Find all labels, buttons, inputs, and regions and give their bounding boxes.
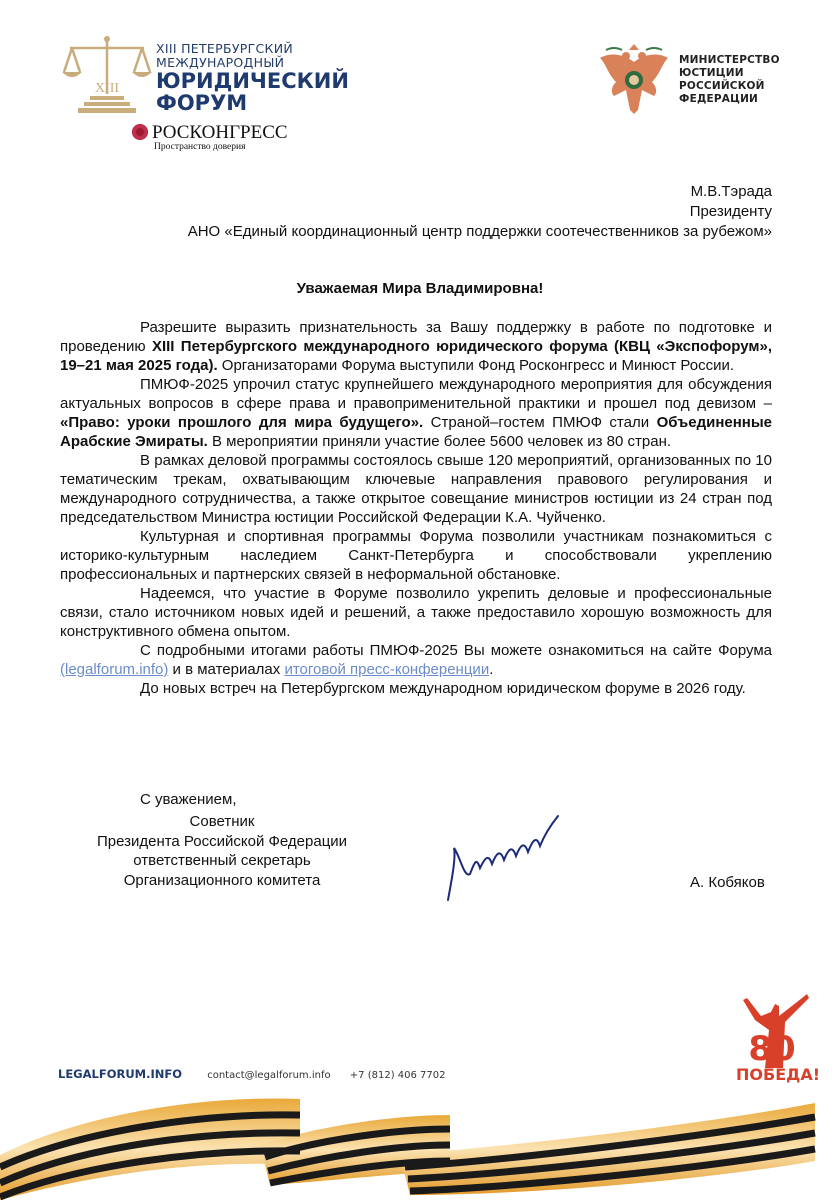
scales-of-justice-emblem: [62, 34, 152, 114]
salutation: Уважаемая Мира Владимировна!: [296, 280, 544, 297]
bold-text: «Право: уроки прошлого для мира будущего».: [60, 414, 424, 431]
footer-phone: +7 (812) 406 7702: [349, 1070, 446, 1081]
paragraph-text: Организаторами Форума выступили Фонд Росконгресс и Минюст России.: [217, 357, 735, 374]
addressee-name: М.В.Тэрада: [690, 183, 772, 200]
victory-number: 80: [748, 1029, 796, 1069]
footer-contacts: [58, 1067, 445, 1081]
letter-paragraph: [60, 584, 772, 641]
roscongress-logo: [132, 122, 288, 152]
letter-paragraph: [60, 318, 772, 375]
paragraph-text: и в материалах: [168, 661, 285, 678]
letter-paragraph: [60, 527, 772, 584]
forum-line-3: ЮРИДИЧЕСКИЙ: [156, 69, 349, 93]
letter-paragraph: [60, 451, 772, 527]
forum-logo-text: [156, 42, 349, 114]
ministry-line: РОССИЙСКОЙ: [679, 80, 765, 92]
roscongress-tagline: Пространство доверия: [154, 142, 246, 152]
signer-position: [82, 812, 362, 890]
letter-paragraph: [60, 679, 772, 698]
signer-name: А. Кобяков: [690, 874, 765, 891]
paragraph-text: В мероприятии приняли участие более 5600 человек из 80 стран.: [207, 433, 672, 450]
paragraph-text: Страной–гостем ПМЮФ стали: [423, 414, 657, 431]
forum-line-2: МЕЖДУНАРОДНЫЙ: [156, 55, 285, 70]
position-line: Организационного комитета: [123, 871, 321, 889]
inline-link[interactable]: итоговой пресс-конференции: [284, 661, 490, 678]
victory-word: ПОБЕДА!: [736, 1065, 821, 1084]
forum-line-1: XIII ПЕТЕРБУРГСКИЙ: [156, 41, 294, 56]
roscongress-flower-icon: [132, 124, 148, 140]
paragraph-text: Разрешите выразить признательность за Вашу поддержку в работе по подготовке и проведению: [60, 319, 772, 355]
svg-text:XIII: XIII: [94, 81, 120, 96]
bold-text: XIII Петербургского международного юридического форума (КВЦ «Экспофорум», 19–21 мая 2025 года).: [60, 338, 772, 374]
letter-paragraph: [60, 375, 772, 451]
paragraph-text: До новых встреч на Петербургском международном юридическом форуме в 2026 году.: [140, 680, 746, 697]
closing-regards: С уважением,: [140, 791, 237, 808]
roscongress-name: РОСКОНГРЕСС: [152, 122, 288, 143]
position-line: Советник: [189, 813, 255, 830]
forum-line-4: ФОРУМ: [156, 91, 248, 115]
letter-body: [60, 318, 772, 698]
letter-paragraph: [60, 641, 772, 679]
st-george-ribbon: [0, 1085, 840, 1200]
position-line: Президента Российской Федерации: [96, 832, 348, 850]
ministry-line: ФЕДЕРАЦИИ: [679, 93, 759, 105]
position-line: ответственный секретарь: [133, 852, 311, 869]
addressee-position: Президенту: [689, 203, 772, 220]
paragraph-text: Культурная и спортивная программы Форума позволили участникам познакомиться с историко-культурным наследием Санкт-Петербурга и способствовали укреплению профессиональных и партнерских связей в неформальной обстановке.: [60, 528, 772, 583]
double-headed-eagle-icon: [596, 44, 672, 116]
handwritten-signature: [440, 808, 580, 908]
addressee-block: [188, 182, 772, 242]
paragraph-text: В рамках деловой программы состоялось свыше 120 мероприятий, организованных по 10 тематическим трекам, охватывающим ключевые направления правового регулирования и международного сотрудничества, а также открытое совещание министров юстиции из 24 стран под председательством Министра юстиции Российской Федерации К.А. Чуйченко.: [60, 452, 772, 526]
ministry-line: ЮСТИЦИИ: [679, 67, 744, 79]
paragraph-text: ПМЮФ-2025 упрочил статус крупнейшего международного мероприятия для обсуждения актуальных вопросов в сфере права и правоприменительной практики и прошел под девизом –: [60, 376, 772, 412]
bold-text: Объединенные Арабские Эмираты.: [60, 414, 772, 450]
inline-link[interactable]: (legalforum.info): [60, 661, 169, 678]
ministry-logo-text: [679, 54, 780, 106]
victory-80-badge: [736, 1029, 821, 1084]
paragraph-text: .: [489, 661, 494, 678]
addressee-organization: АНО «Единый координационный центр поддержки соотечественников за рубежом»: [187, 223, 772, 240]
ministry-line: МИНИСТЕРСТВО: [679, 54, 780, 66]
footer-email-link[interactable]: contact@legalforum.info: [207, 1070, 331, 1081]
footer-website-link[interactable]: LEGALFORUM.INFO: [58, 1067, 183, 1081]
paragraph-text: Надеемся, что участие в Форуме позволило укрепить деловые и профессиональные связи, стало источником новых идей и решений, а также предоставило хорошую возможность для конструктивного обмена опытом.: [60, 585, 772, 640]
paragraph-text: С подробными итогами работы ПМЮФ-2025 Вы можете ознакомиться на сайте Форума: [140, 642, 772, 659]
